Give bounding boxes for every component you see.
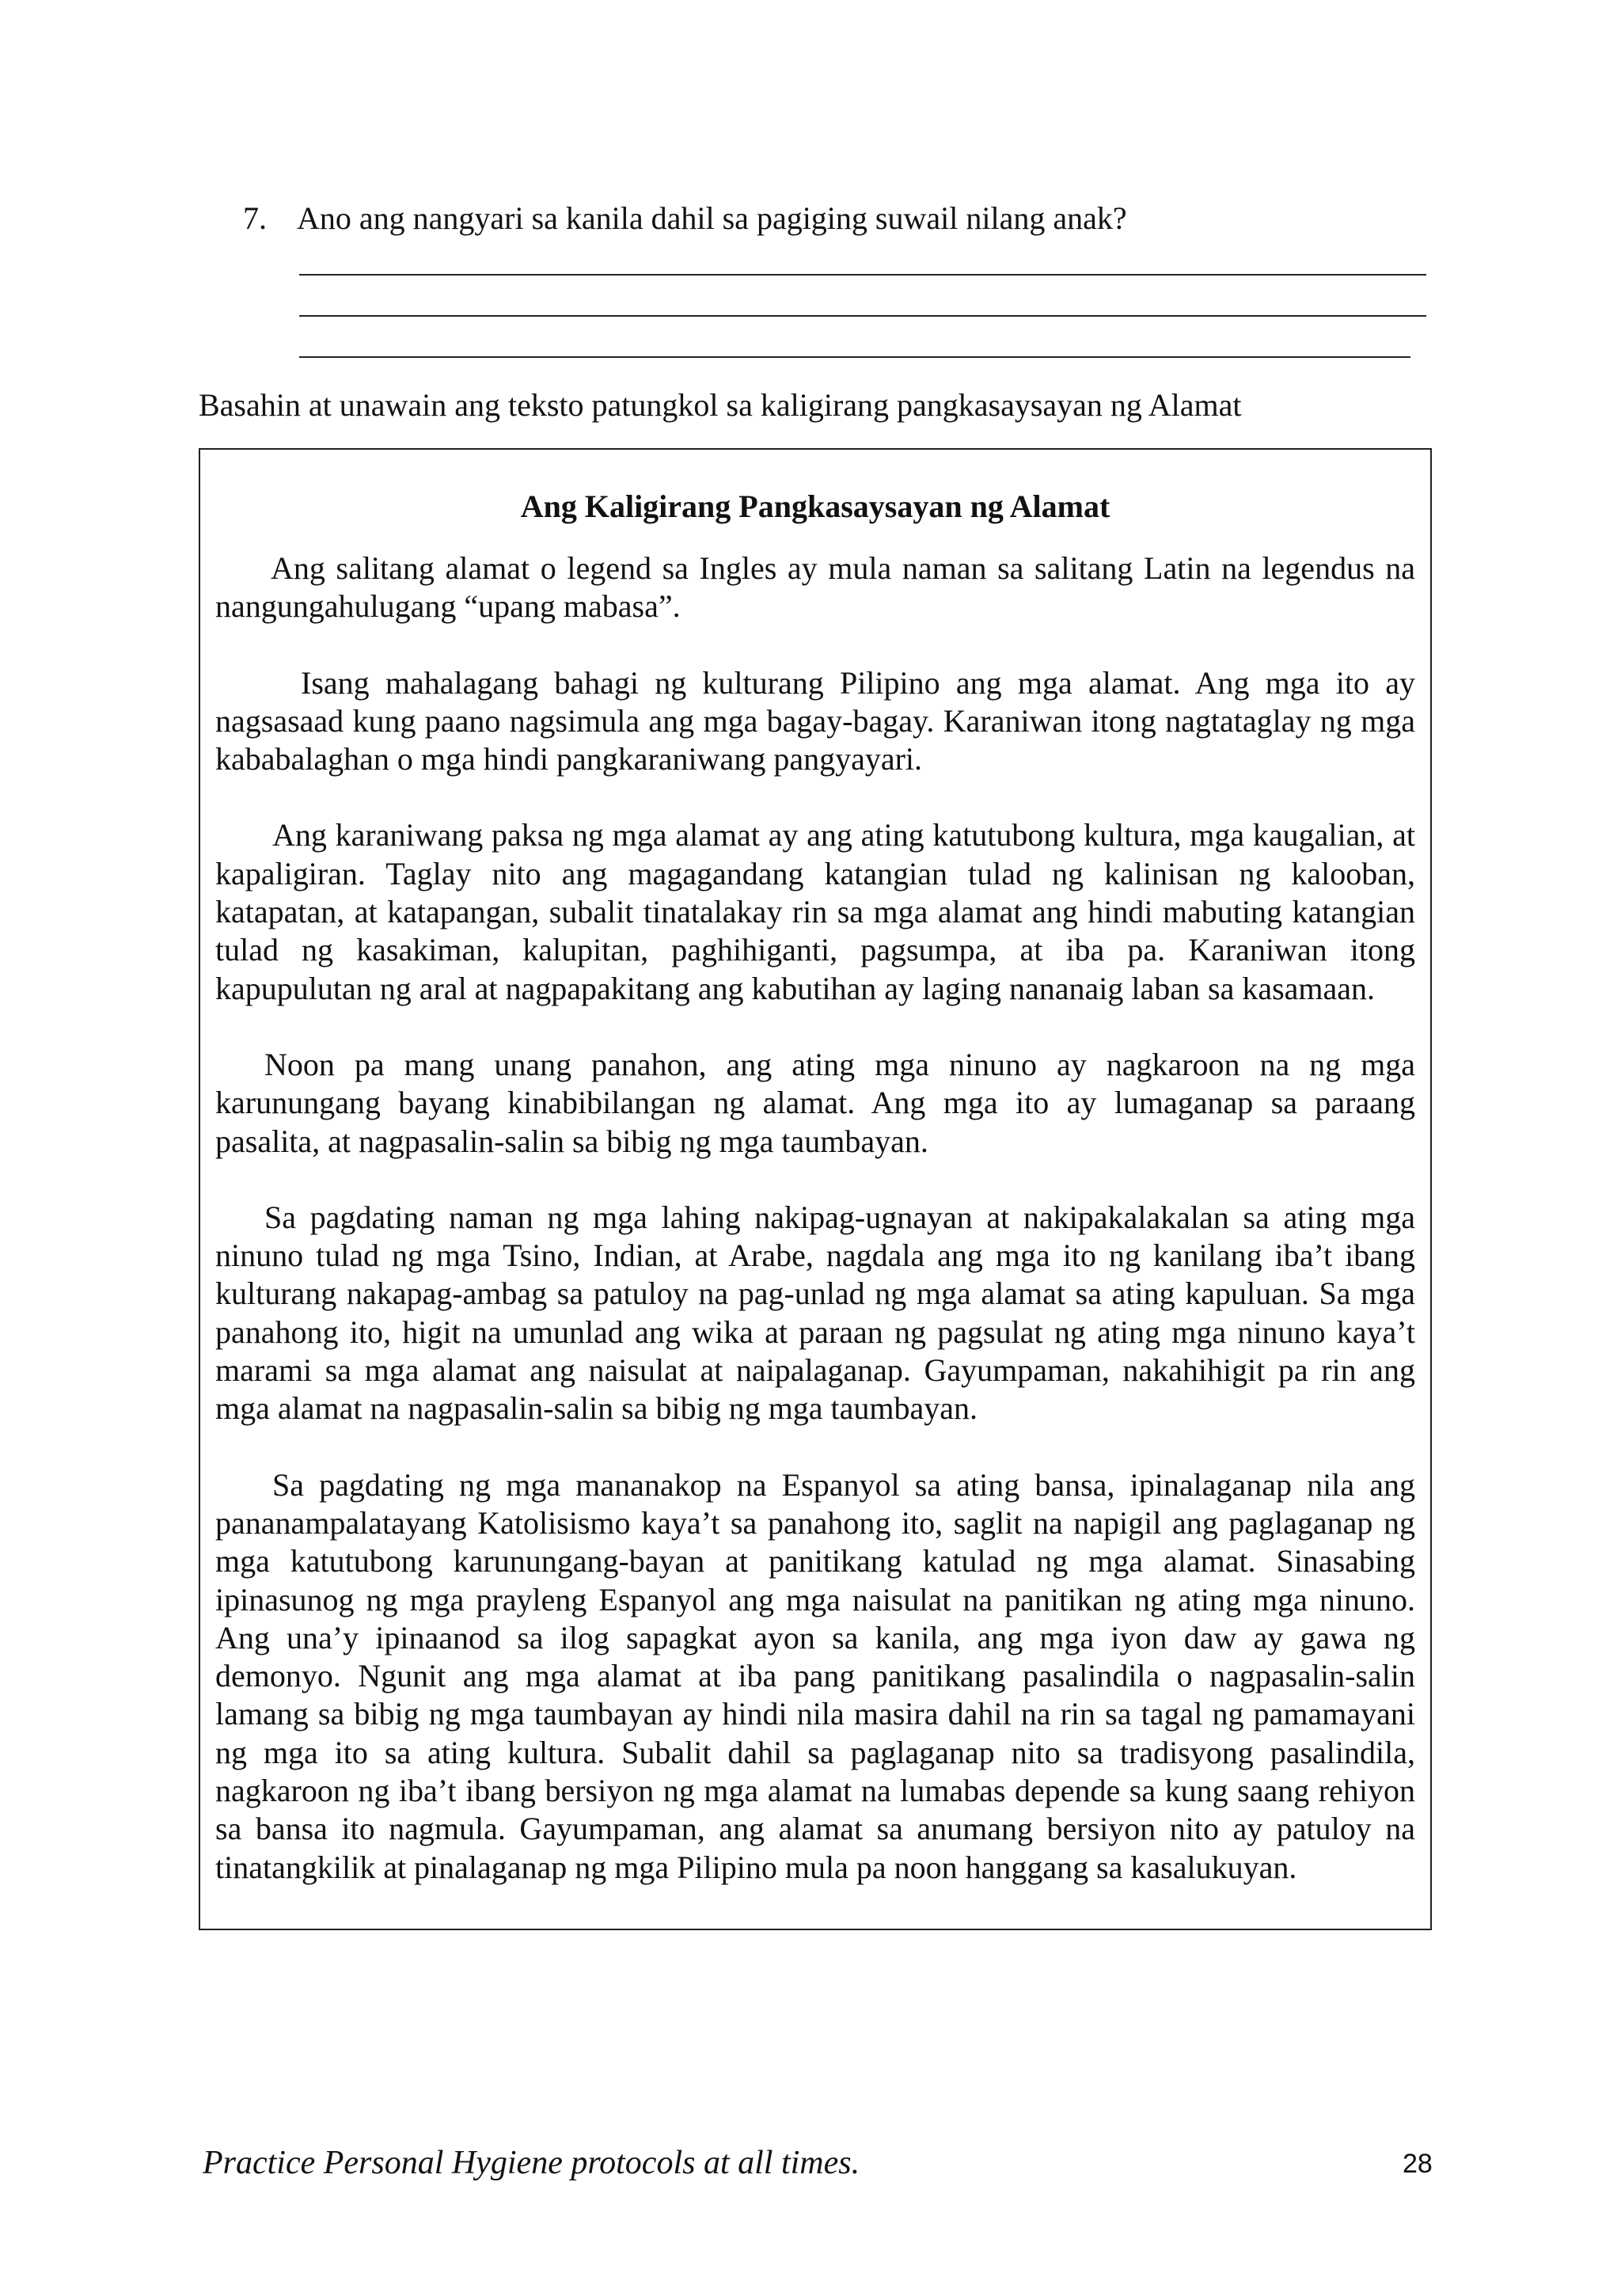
question-number: 7. (243, 200, 267, 236)
paragraph-4: Noon pa mang unang panahon, ang ating mga ninuno ay nagkaroon na ng mga karunungang bayang kinabibilangan ng alamat. Ang mga ito ay lumaganap sa paraang pasalita, at nagpasalin-salin sa bibig ng mga taumbayan. (215, 1046, 1415, 1159)
reading-box (199, 448, 1432, 1930)
paragraph-2: Isang mahalagang bahagi ng kulturang Pilipino ang mga alamat. Ang mga ito ay nagsasaad kung paano nagsimula ang mga bagay-bagay. Karaniwan itong nagtataglay ng mga kababalaghan o mga hindi pangkaraniwang pangyayari. (215, 664, 1415, 777)
reading-box-content (215, 485, 1415, 1887)
footer-note: Practice Personal Hygiene protocols at all times. (203, 2145, 860, 2181)
paragraph-5: Sa pagdating naman ng mga lahing nakipag-ugnayan at nakipakalakalan sa ating mga ninuno tulad ng mga Tsino, Indian, at Arabe, nagdala ang mga ito ng kanilang iba’t ibang kulturang nakapag-ambag sa patuloy na pag-unlad ng mga alamat sa ating kapuluan. Sa mga panahong ito, higit na umunlad ang wika at paraan ng pagsulat ng ating mga ninuno kaya’t marami sa mga alamat ang naisulat at naipalaganap. Gayumpaman, nakahihigit pa rin ang mga alamat na nagpasalin-salin sa bibig ng mga taumbayan. (215, 1199, 1415, 1427)
answer-line-3 (299, 356, 1410, 358)
paragraph-1: Ang salitang alamat o legend sa Ingles ay mula naman sa salitang Latin na legendus na nangungahulugang “upang mabasa”. (215, 550, 1415, 625)
page-number: 28 (1403, 2149, 1433, 2179)
question-7 (243, 196, 1127, 241)
reading-title: Ang Kaligirang Pangkasaysayan ng Alamat (520, 488, 1110, 524)
answer-line-2 (299, 315, 1426, 317)
reading-instruction: Basahin at unawain ang teksto patungkol sa kaligirang pangkasaysayan ng Alamat (199, 387, 1242, 423)
paragraph-3: Ang karaniwang paksa ng mga alamat ay ang ating katutubong kultura, mga kaugalian, at kapaligiran. Taglay nito ang magagandang katangian tulad ng kalinisan ng kalooban, katapatan, at katapangan, subalit tinatalakay rin sa mga alamat ang hindi mabuting katangian tulad ng kasakiman, kalupitan, paghihiganti, pagsumpa, at iba pa. Karaniwan itong kapupulutan ng aral at nagpapakitang ang kabutihan ay laging nananaig laban sa kasamaan. (215, 817, 1415, 1006)
question-text: Ano ang nangyari sa kanila dahil sa pagiging suwail nilang anak? (297, 200, 1127, 236)
answer-line-1 (299, 274, 1426, 276)
paragraph-6: Sa pagdating ng mga mananakop na Espanyol sa ating bansa, ipinalaganap nila ang pananampalatayang Katolisismo kaya’t sa panahong ito, saglit na napigil ang paglaganap ng mga katutubong karunungang-bayan at panitikang katulad ng mga alamat. Sinasabing ipinasunog ng mga prayleng Espanyol ang mga naisulat na panitikan ng ating mga ninuno. Ang una’y ipinaanod sa ilog sapagkat ayon sa kanila, ang mga iyon daw ay gawa ng demonyo. Ngunit ang mga alamat at iba pang panitikang pasalindila o nagpasalin-salin lamang sa bibig ng mga taumbayan ay hindi nila masira dahil na rin sa tagal ng pamamayani ng mga ito sa ating kultura. Subalit dahil sa paglaganap nito sa tradisyong pasalindila, nagkaroon ng iba’t ibang bersiyon ng mga alamat na lumabas depende sa kung saang rehiyon sa bansa ito nagmula. Gayumpaman, ang alamat sa anumang bersiyon nito ay patuloy na tinatangkilik at pinalaganap ng mga Pilipino mula pa noon hanggang sa kasalukuyan. (215, 1466, 1415, 1885)
